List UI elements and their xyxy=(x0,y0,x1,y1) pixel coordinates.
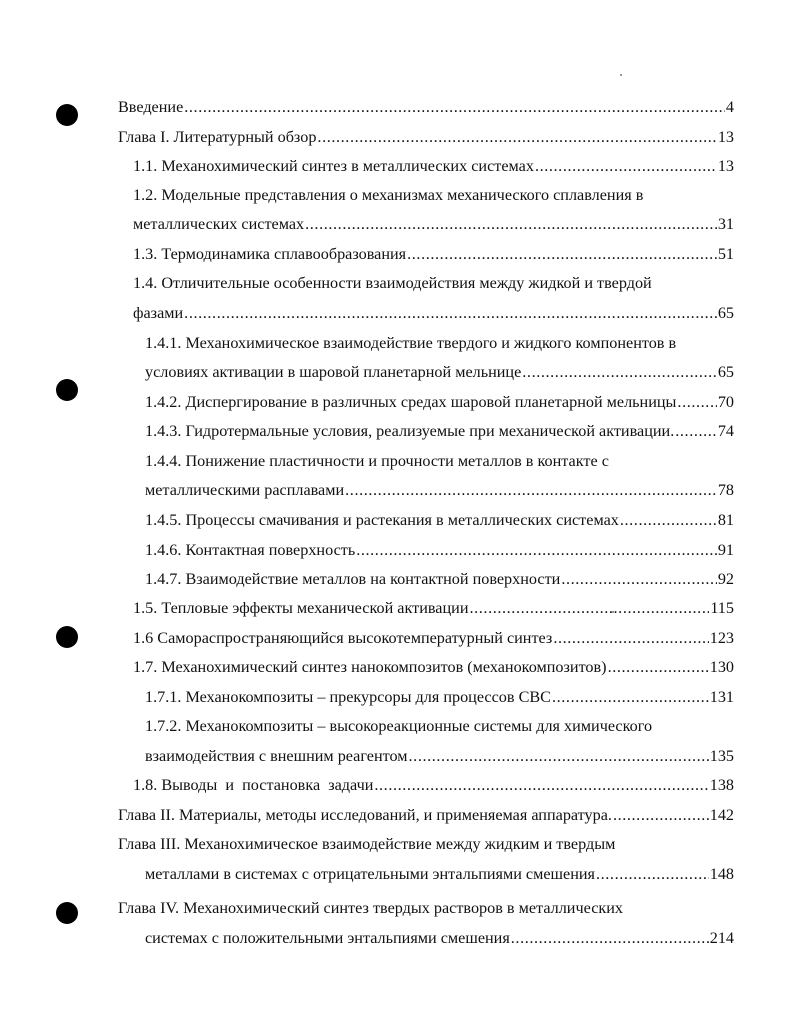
toc-entry xyxy=(145,928,734,948)
toc-entry xyxy=(133,657,734,677)
toc-entry-title: 1.7. Механохимический синтез нанокомпозитов (механокомпозитов) xyxy=(133,658,607,676)
toc-leader xyxy=(675,421,717,441)
toc-leader xyxy=(407,244,717,264)
toc-page-number: 214 xyxy=(709,929,734,947)
toc-entry-title: 1.6 Самораспространяющийся высокотемпературный синтез xyxy=(133,629,553,647)
toc-entry-title: 1.4.7. Взаимодействие металлов на контактной поверхности xyxy=(145,570,561,588)
punch-hole-2 xyxy=(56,379,78,401)
punch-hole-3 xyxy=(56,626,78,648)
toc-page-number: 13 xyxy=(717,128,734,146)
toc-leader xyxy=(184,97,725,117)
toc-leader xyxy=(305,214,717,234)
toc-entry-title: взаимодействия с внешним реагентом xyxy=(145,747,408,765)
toc-entry xyxy=(118,97,734,117)
toc-page-number: 92 xyxy=(717,570,734,588)
toc-entry xyxy=(145,480,734,500)
toc-entry xyxy=(133,598,734,618)
toc-page-number: 65 xyxy=(717,363,734,381)
toc-page-number: 148 xyxy=(709,865,734,883)
toc-leader xyxy=(345,480,717,500)
toc-entry-title: 1.8. Выводы и постановка задачи xyxy=(133,776,374,794)
toc-leader xyxy=(677,392,716,412)
toc-entry-title: Введение xyxy=(118,98,184,116)
toc-leader xyxy=(409,746,709,766)
toc-entry-title: 1.4.5. Процессы смачивания и растекания в металлических системах xyxy=(145,511,619,529)
toc-entry xyxy=(118,805,734,825)
punch-hole-1 xyxy=(56,104,78,126)
toc-entry xyxy=(133,303,734,323)
toc-leader xyxy=(553,628,708,648)
toc-entry-title: Глава I. Литературный обзор xyxy=(118,128,317,146)
toc-leader xyxy=(317,127,716,147)
toc-page-number: 115 xyxy=(710,599,734,617)
toc-leader xyxy=(511,928,709,948)
toc-page-number: 135 xyxy=(709,747,734,765)
toc-entry xyxy=(133,628,734,648)
toc-entry xyxy=(145,510,734,530)
toc-entry xyxy=(145,746,734,766)
toc-page-number: 131 xyxy=(709,688,734,706)
toc-leader xyxy=(522,362,717,382)
toc-entry xyxy=(145,864,734,884)
toc-entry-title: 1.4.3. Гидротермальные условия, реализуемые при механической активации. xyxy=(145,422,675,440)
toc-entry xyxy=(118,127,734,147)
toc-entry-title-first-line: 1.2. Модельные представления о механизмах механического сплавления в xyxy=(133,186,644,204)
toc-entry xyxy=(133,244,734,264)
toc-page-number: 4 xyxy=(725,98,734,116)
toc-page-number: 51 xyxy=(717,245,734,263)
toc-entry-title: металлических системах xyxy=(133,215,305,233)
toc-entry-title: системах с положительными энтальпиями смешения xyxy=(145,929,510,947)
toc-leader xyxy=(184,303,717,323)
scan-speck xyxy=(620,74,622,76)
toc-entry-title-first-line: 1.7.2. Механокомпозиты – высокореакционные системы для химического xyxy=(145,717,653,735)
toc-page-number: 13 xyxy=(717,157,734,175)
toc-page-number: 91 xyxy=(717,541,734,559)
toc-page-number: 123 xyxy=(709,629,734,647)
toc-leader xyxy=(596,864,709,884)
toc-leader xyxy=(620,510,717,530)
toc-page-number: 130 xyxy=(709,658,734,676)
toc-entry xyxy=(145,569,734,589)
toc-entry-title-first-line: 1.4.1. Механохимическое взаимодействие твердого и жидкого компонентов в xyxy=(145,334,677,352)
toc-entry-title-first-line: 1.4.4. Понижение пластичности и прочности металлов в контакте с xyxy=(145,452,609,470)
toc-page-number: 81 xyxy=(717,511,734,529)
toc-entry xyxy=(133,775,734,795)
toc-entry-title: 1.4.2. Диспергирование в различных средах шаровой планетарной мельницы xyxy=(145,393,677,411)
toc-entry-title-first-line: 1.4. Отличительные особенности взаимодействия между жидкой и твердой xyxy=(133,274,652,292)
toc-entry-title: фазами xyxy=(133,304,184,322)
toc-page-number: 138 xyxy=(709,776,734,794)
toc-entry-title: металлическими расплавами xyxy=(145,481,345,499)
toc-page-number: 78 xyxy=(717,481,734,499)
toc-leader xyxy=(561,569,716,589)
toc-entry xyxy=(133,156,734,176)
punch-hole-4 xyxy=(56,902,78,924)
toc-entry-title: 1.5. Тепловые эффекты механической активации xyxy=(133,599,469,617)
toc-entry-title: условиях активации в шаровой планетарной мельнице xyxy=(145,363,522,381)
toc-page-number: 74 xyxy=(717,422,734,440)
toc-page-number: 31 xyxy=(717,215,734,233)
toc-entry-title: металлами в системах с отрицательными энтальпиями смешения xyxy=(145,865,595,883)
toc-leader xyxy=(469,598,709,618)
toc-entry xyxy=(145,687,734,707)
toc-leader xyxy=(613,805,709,825)
toc-page-number: 65 xyxy=(717,304,734,322)
toc-leader xyxy=(552,687,709,707)
toc-entry-title: 1.3. Термодинамика сплавообразования xyxy=(133,245,407,263)
toc-entry xyxy=(133,214,734,234)
toc-leader xyxy=(356,540,717,560)
toc-entry xyxy=(145,362,734,382)
toc-leader xyxy=(608,657,709,677)
toc-entry-title: 1.1. Механохимический синтез в металлических системах xyxy=(133,157,534,175)
toc-page-number: 70 xyxy=(717,393,734,411)
toc-entry xyxy=(145,392,734,412)
toc-leader xyxy=(535,156,717,176)
toc-entry xyxy=(145,540,734,560)
toc-entry-title-first-line: Глава IV. Механохимический синтез твердых растворов в металлических xyxy=(118,899,623,917)
toc-entry-title-first-line: Глава III. Механохимическое взаимодействие между жидким и твердым xyxy=(118,835,616,853)
toc-entry-title: 1.4.6. Контактная поверхность xyxy=(145,541,356,559)
toc-page-number: 142 xyxy=(709,806,734,824)
toc-entry xyxy=(145,421,734,441)
toc-leader xyxy=(374,775,708,795)
toc-entry-title: 1.7.1. Механокомпозиты – прекурсоры для процессов СВС xyxy=(145,688,551,706)
toc-entry-title: Глава II. Материалы, методы исследований, и применяемая аппаратура. xyxy=(118,806,612,824)
